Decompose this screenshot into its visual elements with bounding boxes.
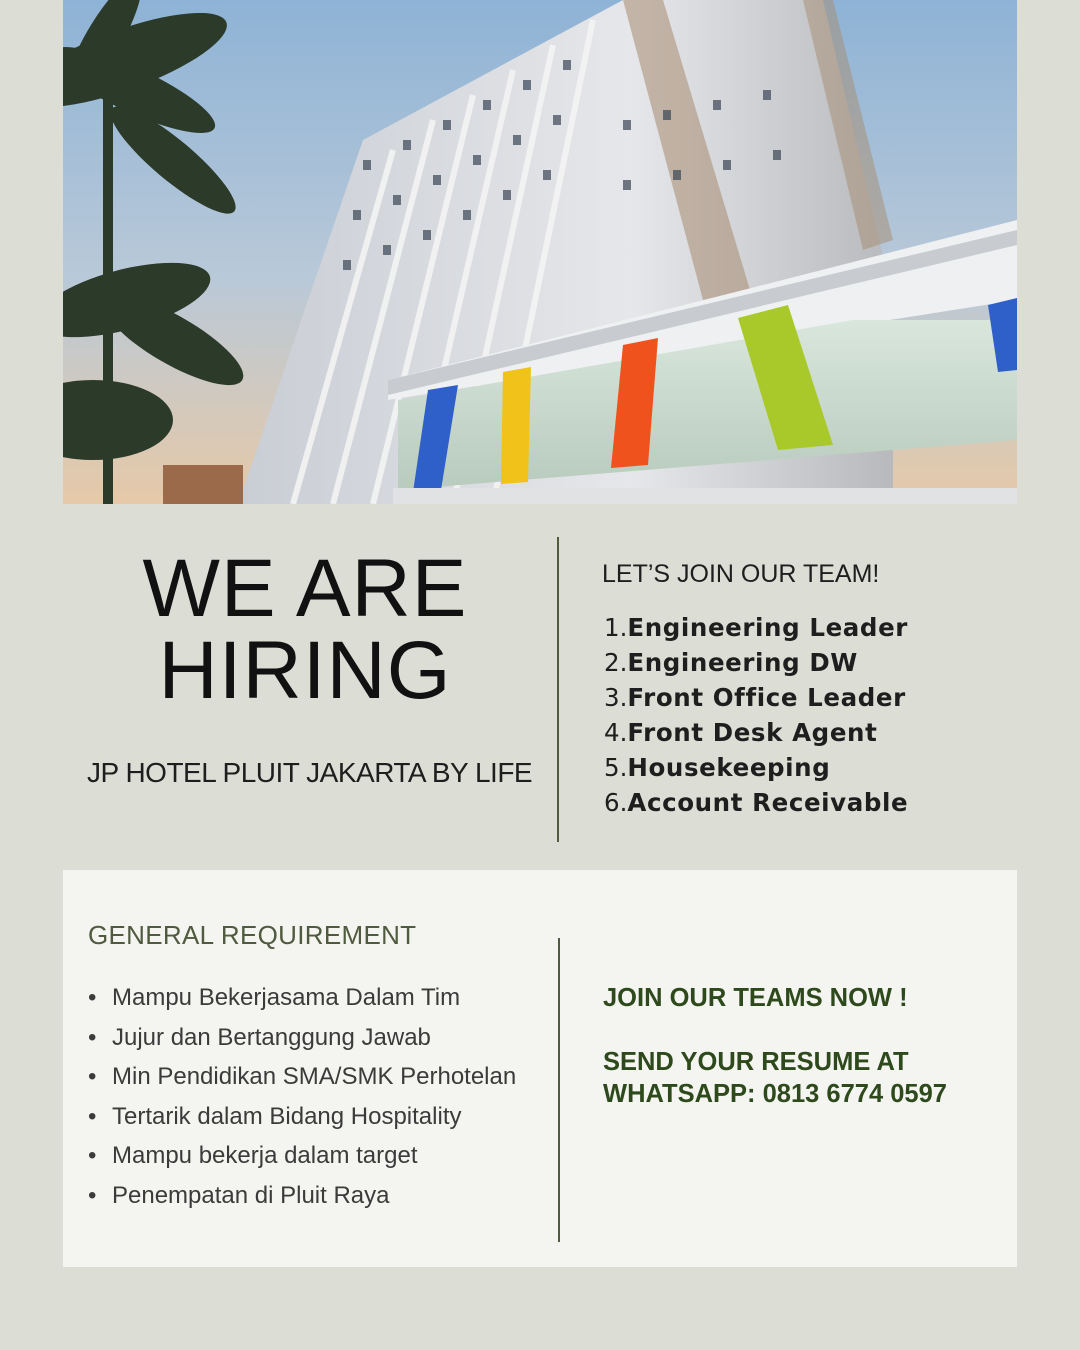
- list-item: [604, 680, 908, 715]
- position-title: Front Desk Agent: [627, 718, 878, 747]
- bullet-icon: •: [88, 984, 97, 1011]
- send-resume-line: SEND YOUR RESUME AT: [603, 1048, 909, 1076]
- section-divider: [557, 537, 559, 842]
- list-item: [604, 715, 908, 750]
- list-item: [88, 1057, 516, 1097]
- send-resume-text: [603, 1046, 1003, 1110]
- headline-line-2: HIRING: [158, 625, 452, 716]
- list-item: [88, 1176, 516, 1216]
- hiring-headline: [90, 543, 520, 716]
- bullet-icon: •: [88, 1142, 97, 1170]
- position-number: 6.: [604, 788, 628, 817]
- join-team-heading: LET’S JOIN OUR TEAM!: [602, 560, 880, 588]
- card-divider: [558, 938, 560, 1242]
- requirement-text: Mampu Bekerjasama Dalam Tim: [112, 984, 461, 1011]
- list-item: [604, 750, 908, 785]
- position-title: Housekeeping: [627, 753, 831, 782]
- requirements-list: [88, 978, 516, 1216]
- position-number: 2.: [604, 648, 628, 677]
- list-item: [88, 1018, 516, 1058]
- join-now-text: JOIN OUR TEAMS NOW !: [603, 984, 908, 1012]
- requirement-text: Penempatan di Pluit Raya: [112, 1181, 390, 1209]
- position-number: 5.: [604, 753, 628, 782]
- list-item: [88, 1136, 516, 1176]
- position-title: Account Receivable: [627, 788, 909, 817]
- requirements-heading: GENERAL REQUIREMENT: [88, 920, 417, 950]
- position-title: Engineering DW: [627, 648, 858, 677]
- position-number: 1.: [604, 613, 628, 642]
- requirement-text: Min Pendidikan SMA/SMK Perhotelan: [112, 1063, 517, 1091]
- list-item: [604, 610, 908, 645]
- whatsapp-contact[interactable]: WHATSAPP: 0813 6774 0597: [603, 1080, 947, 1108]
- list-item: [604, 785, 908, 820]
- bullet-icon: •: [88, 1181, 97, 1209]
- position-title: Engineering Leader: [627, 613, 908, 642]
- requirement-text: Mampu bekerja dalam target: [112, 1142, 418, 1170]
- position-title: Front Office Leader: [627, 683, 906, 712]
- positions-list: [604, 610, 908, 820]
- headline-line-1: WE ARE: [142, 543, 468, 634]
- list-item: [88, 978, 516, 1018]
- bullet-icon: •: [88, 1023, 97, 1051]
- requirement-text: Jujur dan Bertanggung Jawab: [112, 1023, 431, 1051]
- hotel-building-photo: [63, 0, 1017, 504]
- bullet-icon: •: [88, 1063, 97, 1091]
- hotel-name: JP HOTEL PLUIT JAKARTA BY LIFE: [87, 757, 533, 788]
- position-number: 4.: [604, 718, 628, 747]
- list-item: [88, 1097, 516, 1137]
- requirement-text: Tertarik dalam Bidang Hospitality: [112, 1102, 462, 1130]
- list-item: [604, 645, 908, 680]
- bullet-icon: •: [88, 1102, 97, 1130]
- position-number: 3.: [604, 683, 628, 712]
